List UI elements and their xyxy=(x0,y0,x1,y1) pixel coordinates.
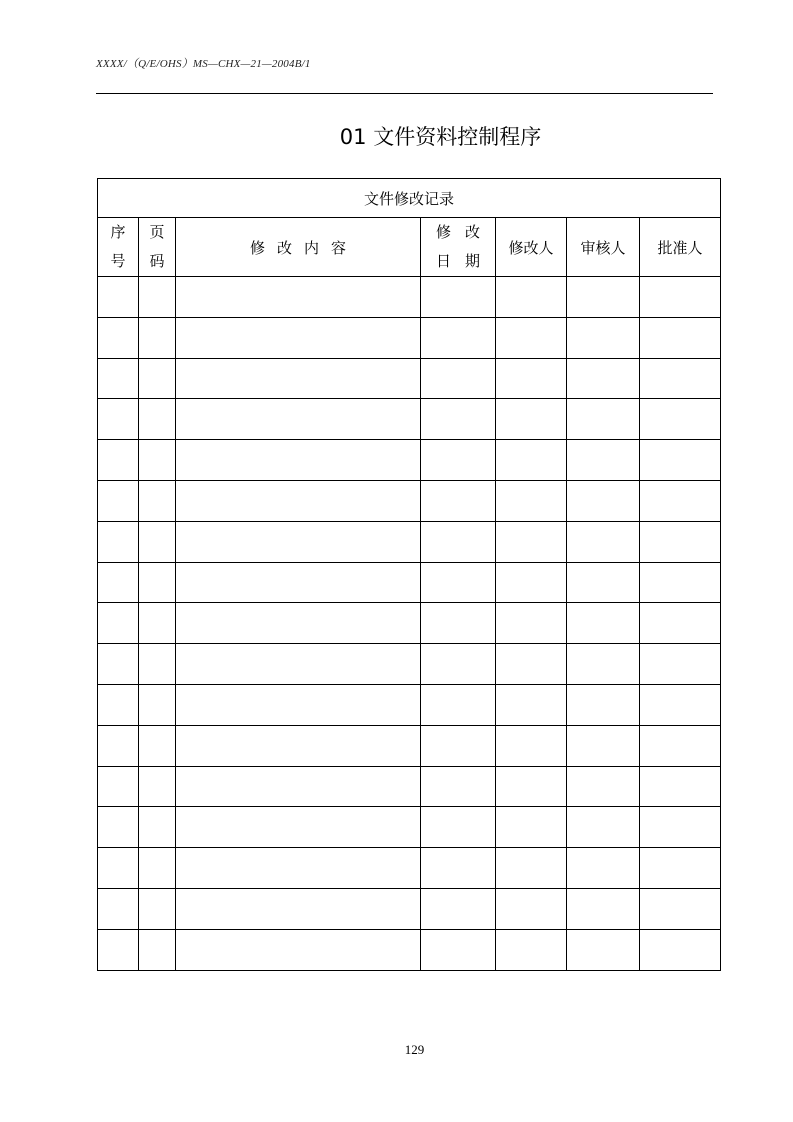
table-row xyxy=(98,480,721,521)
reviewer-cell xyxy=(567,480,640,521)
modifier-cell xyxy=(496,358,567,399)
modifier-cell xyxy=(496,644,567,685)
content-cell xyxy=(176,644,421,685)
column-header-reviewer: 审核人 xyxy=(567,218,640,277)
modifier-cell xyxy=(496,480,567,521)
content-cell xyxy=(176,358,421,399)
seq-cell xyxy=(98,929,139,970)
table-row xyxy=(98,725,721,766)
date-cell xyxy=(421,929,496,970)
reviewer-cell xyxy=(567,725,640,766)
date-cell xyxy=(421,480,496,521)
content-cell xyxy=(176,888,421,929)
content-cell xyxy=(176,725,421,766)
seq-cell xyxy=(98,521,139,562)
approver-cell xyxy=(640,358,721,399)
content-cell xyxy=(176,562,421,603)
column-header-modifier: 修改人 xyxy=(496,218,567,277)
column-header-date xyxy=(421,218,496,277)
date-header-top: 修改 xyxy=(435,223,494,241)
column-header-approver: 批准人 xyxy=(640,218,721,277)
page-cell xyxy=(139,317,176,358)
date-cell xyxy=(421,317,496,358)
seq-cell xyxy=(98,317,139,358)
reviewer-cell xyxy=(567,399,640,440)
seq-cell xyxy=(98,562,139,603)
seq-cell xyxy=(98,807,139,848)
table-row xyxy=(98,440,721,481)
table-row xyxy=(98,562,721,603)
page-header-top: 页 xyxy=(149,223,165,241)
table-row xyxy=(98,603,721,644)
reviewer-cell xyxy=(567,644,640,685)
seq-cell xyxy=(98,399,139,440)
column-header-content xyxy=(176,218,421,277)
header-rule xyxy=(96,93,713,94)
reviewer-cell xyxy=(567,603,640,644)
seq-header-bottom: 号 xyxy=(110,252,126,270)
approver-cell xyxy=(640,766,721,807)
content-cell xyxy=(176,603,421,644)
seq-cell xyxy=(98,358,139,399)
column-header-seq xyxy=(98,218,139,277)
page-cell xyxy=(139,562,176,603)
page-header-bottom: 码 xyxy=(149,252,165,270)
reviewer-cell xyxy=(567,684,640,725)
date-cell xyxy=(421,725,496,766)
date-cell xyxy=(421,684,496,725)
date-cell xyxy=(421,807,496,848)
reviewer-cell xyxy=(567,317,640,358)
column-header-page xyxy=(139,218,176,277)
table-row xyxy=(98,807,721,848)
date-cell xyxy=(421,644,496,685)
date-cell xyxy=(421,888,496,929)
approver-cell xyxy=(640,929,721,970)
table-row xyxy=(98,358,721,399)
approver-cell xyxy=(640,277,721,318)
reviewer-cell xyxy=(567,358,640,399)
date-cell xyxy=(421,440,496,481)
table-row xyxy=(98,766,721,807)
modifier-cell xyxy=(496,929,567,970)
reviewer-cell xyxy=(567,848,640,889)
approver-cell xyxy=(640,848,721,889)
approver-cell xyxy=(640,603,721,644)
modifier-cell xyxy=(496,562,567,603)
approver-cell xyxy=(640,684,721,725)
date-cell xyxy=(421,848,496,889)
reviewer-cell xyxy=(567,766,640,807)
reviewer-cell xyxy=(567,562,640,603)
date-cell xyxy=(421,603,496,644)
page-cell xyxy=(139,725,176,766)
approver-cell xyxy=(640,725,721,766)
reviewer-cell xyxy=(567,277,640,318)
page-cell xyxy=(139,888,176,929)
document-code: XXXX/（Q/E/OHS）MS—CHX—21—2004B/1 xyxy=(96,58,311,70)
reviewer-cell xyxy=(567,807,640,848)
modifier-cell xyxy=(496,440,567,481)
modifier-cell xyxy=(496,684,567,725)
approver-cell xyxy=(640,317,721,358)
table-row xyxy=(98,929,721,970)
seq-cell xyxy=(98,603,139,644)
table-caption: 文件修改记录 xyxy=(98,179,721,218)
seq-cell xyxy=(98,888,139,929)
page-cell xyxy=(139,807,176,848)
approver-cell xyxy=(640,644,721,685)
modifier-cell xyxy=(496,521,567,562)
page-cell xyxy=(139,644,176,685)
page-cell xyxy=(139,684,176,725)
content-header-label: 修改内容 xyxy=(249,238,358,257)
page-cell xyxy=(139,440,176,481)
reviewer-cell xyxy=(567,888,640,929)
modifier-cell xyxy=(496,603,567,644)
approver-cell xyxy=(640,480,721,521)
seq-cell xyxy=(98,480,139,521)
date-cell xyxy=(421,766,496,807)
page-cell xyxy=(139,929,176,970)
approver-cell xyxy=(640,562,721,603)
content-cell xyxy=(176,766,421,807)
modifier-cell xyxy=(496,888,567,929)
modifier-cell xyxy=(496,766,567,807)
seq-cell xyxy=(98,725,139,766)
date-header-bottom: 日期 xyxy=(435,252,494,270)
reviewer-cell xyxy=(567,521,640,562)
approver-cell xyxy=(640,807,721,848)
page-number: 129 xyxy=(404,1042,425,1057)
date-cell xyxy=(421,562,496,603)
table-row xyxy=(98,399,721,440)
content-cell xyxy=(176,807,421,848)
modifier-cell xyxy=(496,807,567,848)
page-cell xyxy=(139,277,176,318)
table-row xyxy=(98,521,721,562)
page-cell xyxy=(139,848,176,889)
modifier-cell xyxy=(496,848,567,889)
seq-cell xyxy=(98,440,139,481)
seq-cell xyxy=(98,848,139,889)
table-row xyxy=(98,644,721,685)
page-cell xyxy=(139,603,176,644)
revision-record-table xyxy=(97,178,721,971)
approver-cell xyxy=(640,888,721,929)
modifier-cell xyxy=(496,317,567,358)
content-cell xyxy=(176,521,421,562)
content-cell xyxy=(176,929,421,970)
content-cell xyxy=(176,440,421,481)
approver-cell xyxy=(640,521,721,562)
approver-cell xyxy=(640,399,721,440)
table-row xyxy=(98,848,721,889)
page-cell xyxy=(139,480,176,521)
modifier-cell xyxy=(496,725,567,766)
page-cell xyxy=(139,766,176,807)
page-cell xyxy=(139,399,176,440)
table-row xyxy=(98,317,721,358)
table-row xyxy=(98,684,721,725)
page-cell xyxy=(139,358,176,399)
page-cell xyxy=(139,521,176,562)
table-row xyxy=(98,277,721,318)
table-row xyxy=(98,888,721,929)
seq-cell xyxy=(98,684,139,725)
seq-cell xyxy=(98,644,139,685)
document-title: 01 文件资料控制程序 xyxy=(339,125,542,149)
modifier-cell xyxy=(496,277,567,318)
seq-cell xyxy=(98,277,139,318)
reviewer-cell xyxy=(567,929,640,970)
reviewer-cell xyxy=(567,440,640,481)
content-cell xyxy=(176,684,421,725)
approver-cell xyxy=(640,440,721,481)
modifier-cell xyxy=(496,399,567,440)
content-cell xyxy=(176,399,421,440)
content-cell xyxy=(176,848,421,889)
date-cell xyxy=(421,521,496,562)
seq-header-top: 序 xyxy=(110,223,126,241)
date-cell xyxy=(421,399,496,440)
content-cell xyxy=(176,317,421,358)
content-cell xyxy=(176,480,421,521)
date-cell xyxy=(421,277,496,318)
content-cell xyxy=(176,277,421,318)
seq-cell xyxy=(98,766,139,807)
date-cell xyxy=(421,358,496,399)
